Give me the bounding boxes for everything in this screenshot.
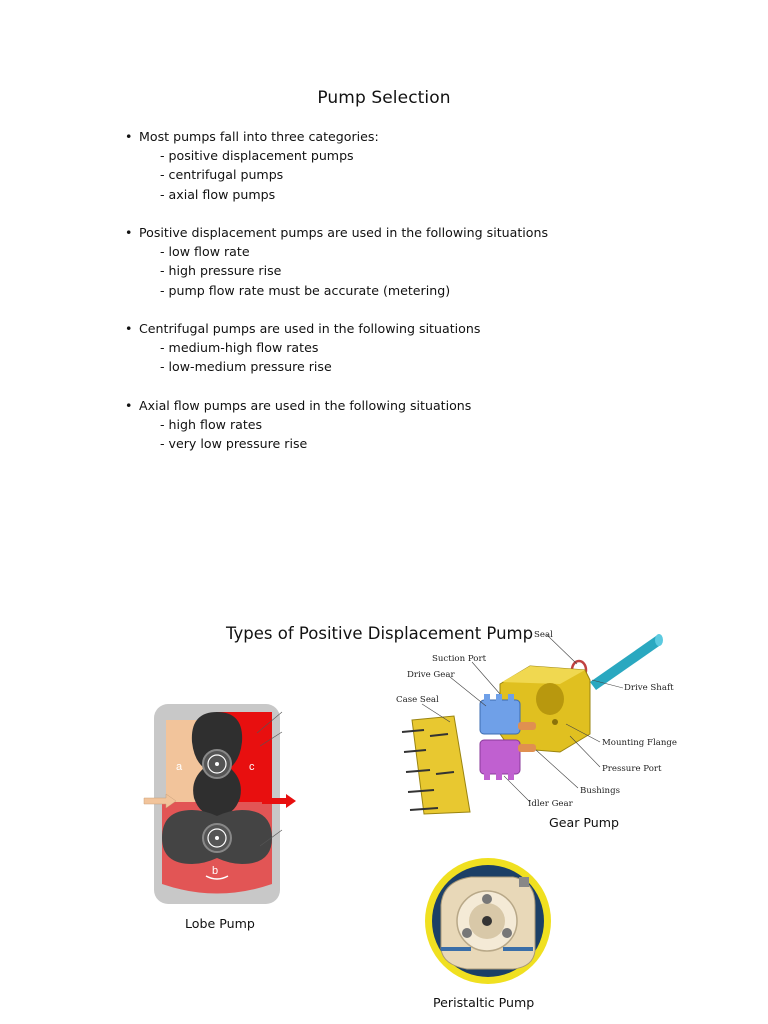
callout-suction-port: Suction Port: [432, 654, 487, 664]
callout-drive-shaft: Drive Shaft: [624, 683, 674, 693]
shaft-dot: [215, 762, 219, 766]
bullet-group: [125, 127, 548, 204]
chamber-label-c: c: [249, 761, 255, 773]
gear-pump-diagram: [380, 624, 700, 820]
lobe-pump-figure: [132, 698, 302, 910]
sub-item: - positive displacement pumps: [160, 148, 354, 164]
pressure-port-hole: [552, 719, 558, 725]
bullet-group: [125, 223, 548, 300]
sub-item: - high pressure rise: [160, 263, 282, 279]
sub-item: - high flow rates: [160, 417, 263, 432]
callout-bushings: Bushings: [580, 786, 620, 796]
sub-item: - low flow rate: [160, 244, 250, 260]
gear-pump-caption: Gear Pump: [549, 815, 620, 830]
sub-item: - axial flow pumps: [160, 186, 276, 202]
drive-shaft: [590, 636, 662, 690]
callout-seal: Seal: [534, 630, 553, 640]
clamp: [519, 877, 529, 887]
bullet-item: [125, 396, 548, 415]
gear-pump-figure: [380, 624, 700, 820]
lobe-pump-caption: Lobe Pump: [185, 916, 255, 931]
roller: [482, 894, 492, 904]
chamber-label-a: a: [176, 761, 183, 773]
callout-idler-gear: Idler Gear: [528, 799, 573, 809]
bullet-dot-icon: •: [125, 129, 133, 144]
peristaltic-pump-diagram: [423, 855, 553, 987]
callout-drive-gear: Drive Gear: [407, 670, 455, 680]
sub-item: - very low pressure rise: [160, 436, 308, 452]
bullet-dot-icon: •: [125, 397, 133, 413]
shaft-end: [655, 634, 663, 646]
peristaltic-pump-figure: [423, 855, 553, 987]
callout-pressure-port: Pressure Port: [602, 764, 662, 774]
rotor-hub: [482, 916, 492, 926]
section-title: Types of Positive Displacement Pump: [226, 624, 534, 643]
bullet-dot-icon: •: [125, 225, 133, 240]
roller: [502, 928, 512, 938]
sub-item: - low-medium pressure rise: [160, 359, 332, 375]
bullet-text: Most pumps fall into three categories:: [139, 129, 379, 144]
bullet-dot-icon: •: [125, 321, 133, 336]
callout-case-seal: Case Seal: [396, 695, 439, 705]
bullet-text: Positive displacement pumps are used in the following situations: [139, 225, 549, 240]
bullet-text: Axial flow pumps are used in the following situations: [139, 397, 472, 413]
sub-item: - medium-high flow rates: [160, 340, 319, 356]
bullet-list: [125, 127, 548, 473]
bullet-group: [125, 319, 548, 377]
drive-gear: [480, 694, 520, 734]
chamber-label-b: b: [212, 865, 219, 877]
bullet-item: [125, 127, 548, 146]
shaft-dot: [215, 836, 219, 840]
roller: [462, 928, 472, 938]
lobe-pump-diagram: [132, 698, 302, 910]
page-title: Pump Selection: [317, 88, 451, 108]
sub-item: - centrifugal pumps: [160, 167, 284, 183]
callout-mounting-flange: Mounting Flange: [602, 738, 677, 748]
tube-inlet: [441, 947, 471, 951]
idler-gear: [480, 740, 520, 780]
bullet-item: [125, 319, 548, 338]
sub-item: - pump flow rate must be accurate (metering): [160, 282, 451, 298]
bullet-item: [125, 223, 548, 242]
bushing: [518, 722, 536, 730]
peristaltic-pump-caption: Peristaltic Pump: [433, 995, 535, 1010]
tube-outlet: [503, 947, 533, 951]
bullet-group: [125, 396, 548, 454]
body-bore: [536, 683, 564, 715]
bullet-text: Centrifugal pumps are used in the following situations: [139, 321, 481, 336]
bushing: [518, 744, 536, 752]
